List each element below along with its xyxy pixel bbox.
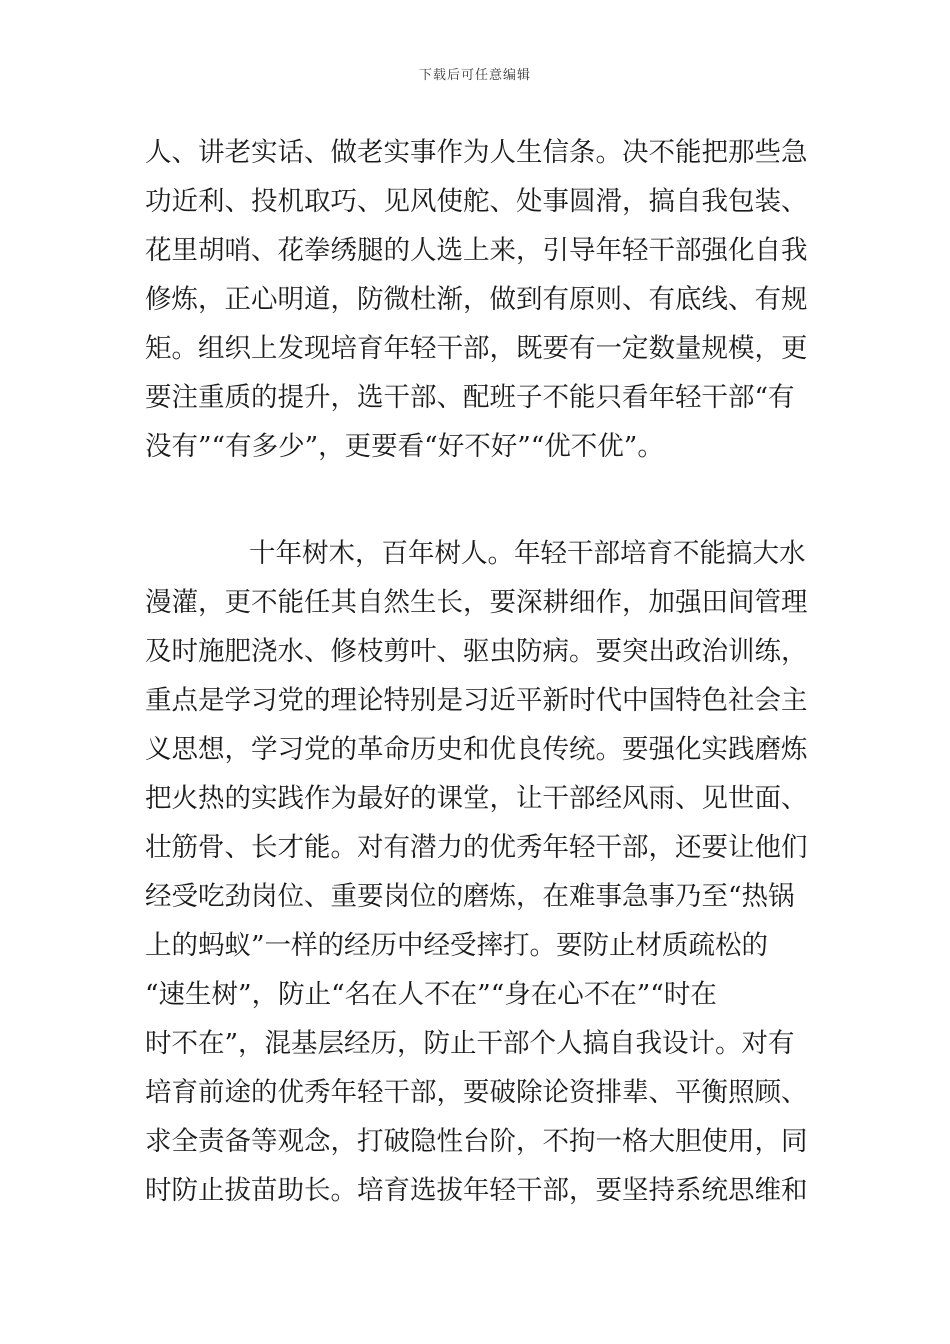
text-line: 培育前途的优秀年轻干部，要破除论资排辈、平衡照顾、 bbox=[145, 1077, 808, 1108]
text-line: 把火热的实践作为最好的课堂，让干部经风雨、见世面、 bbox=[145, 783, 808, 814]
text-line-indented: 十年树木，百年树人。年轻干部培育不能搞大水 bbox=[249, 538, 806, 569]
document-body bbox=[145, 128, 809, 1215]
paragraph-spacer bbox=[145, 471, 809, 529]
text-line: 功近利、投机取巧、见风使舵、处事圆滑，搞自我包装、 bbox=[145, 186, 808, 217]
text-line: 花里胡哨、花拳绣腿的人选上来，引导年轻干部强化自我 bbox=[145, 235, 808, 266]
text-line: 上的蚂蚁”一样的经历中经受摔打。要防止材质疏松的 bbox=[145, 930, 769, 961]
text-line: 修炼，正心明道，防微杜渐，做到有原则、有底线、有规 bbox=[145, 284, 808, 315]
text-line: 重点是学习党的理论特别是习近平新时代中国特色社会主 bbox=[145, 685, 808, 716]
text-line: 漫灌，更不能任其自然生长，要深耕细作，加强田间管理 bbox=[145, 587, 808, 618]
text-line: “速生树”，防止“名在人不在”“身在心不在”“时在 bbox=[145, 979, 717, 1010]
text-line: 时防止拔苗助长。培育选拔年轻干部，要坚持系统思维和 bbox=[145, 1175, 808, 1206]
text-line: 及时施肥浇水、修枝剪叶、驱虫防病。要突出政治训练， bbox=[145, 636, 808, 667]
paragraph-1 bbox=[145, 128, 809, 471]
text-line: 人、讲老实话、做老实事作为人生信条。决不能把那些急 bbox=[145, 137, 808, 168]
text-line: 经受吃劲岗位、重要岗位的磨炼，在难事急事乃至“热锅 bbox=[145, 881, 795, 912]
text-line: 求全责备等观念，打破隐性台阶，不拘一格大胆使用，同 bbox=[145, 1126, 808, 1157]
text-line: 壮筋骨、长才能。对有潜力的优秀年轻干部，还要让他们 bbox=[145, 832, 808, 863]
text-line: 要注重质的提升，选干部、配班子不能只看年轻干部“有 bbox=[145, 382, 795, 413]
text-line: 矩。组织上发现培育年轻干部，既要有一定数量规模，更 bbox=[145, 333, 808, 364]
paragraph-2 bbox=[145, 529, 809, 1215]
text-line: 义思想，学习党的革命历史和优良传统。要强化实践磨炼 bbox=[145, 734, 808, 765]
text-line: 没有”“有多少”，更要看“好不好”“优不优”。 bbox=[145, 431, 664, 462]
text-line: 时不在”，混基层经历，防止干部个人搞自我设计。对有 bbox=[145, 1028, 795, 1059]
page-header: 下载后可任意编辑 bbox=[418, 68, 531, 83]
